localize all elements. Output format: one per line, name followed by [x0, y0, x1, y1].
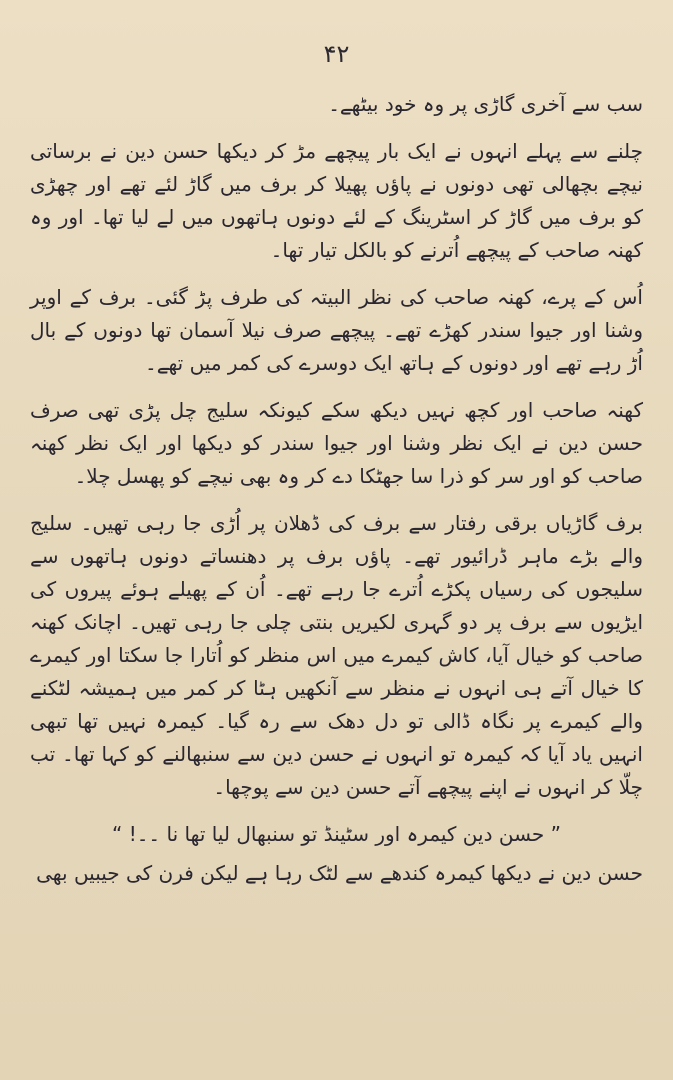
body-text: [30, 88, 643, 904]
paragraph: چلنے سے پہلے انہوں نے ایک بار پیچھے مڑ کر دیکھا حسن دین نے برساتی نیچے بچھالی تھی دونوں نے پاؤں پھیلا کر برف میں گاڑ لئے تھے اور چھڑی کو برف میں گاڑ کر اسٹرینگ کے لئے دونوں ہاتھوں میں لے لیا تھا۔ اور وہ کھنہ صاحب کے پیچھے اُترنے کو بالکل تیار تھا۔: [30, 139, 643, 262]
dialogue-line: ” حسن دین کیمرہ اور سٹینڈ تو سنبھال لیا تھا نا ۔۔! “: [111, 822, 562, 846]
paragraph: حسن دین نے دیکھا کیمرہ کندھے سے لٹک رہا ہے لیکن فرن کی جیبیں بھی: [36, 861, 643, 885]
paragraph: برف گاڑیاں برقی رفتار سے برف کی ڈھلان پر اُڑی جا رہی تھیں۔ سلیج والے بڑے ماہر ڈرائیور تھے۔ پاؤں برف پر دھنساتے دونوں ہاتھوں سے سلیجوں کی رسیاں پکڑے اُترے جا رہے تھے۔ اُن کے پھیلے ہوئے پیروں کی ایڑیوں سے برف پر دو گہری لکیریں بنتی چلی جا رہی تھیں۔ اچانک کھنہ صاحب کو خیال آیا، کاش کیمرے میں اس منظر کو اُتارا جا سکتا اور کیمرے کا خیال آتے ہی انہوں نے منظر سے آنکھیں ہٹا کر کمر میں ہمیشہ لٹکنے والے کیمرے پر نگاہ ڈالی تو دل دھک سے رہ گیا۔ کیمرہ نہیں تھا تبھی انہیں یاد آیا کہ کیمرہ تو انہوں نے حسن دین سے سنبھالنے کو کہا تھا۔ تب چلّا کر انہوں نے اپنے پیچھے آتے حسن دین سے پوچھا۔: [30, 511, 643, 799]
paragraph: سب سے آخری گاڑی پر وہ خود بیٹھے۔: [328, 92, 643, 116]
page-number: ۴۲: [323, 40, 350, 68]
paragraph: کھنہ صاحب اور کچھ نہیں دیکھ سکے کیونکہ سلیج چل پڑی تھی صرف حسن دین نے ایک نظر وشنا اور جیوا سندر کو دیکھا اور ایک نظر کھنہ صاحب کو اور سر کو ذرا سا جھٹکا دے کر وہ بھی نیچے کو پھسل چلا۔: [30, 398, 643, 488]
paragraph: اُس کے پرے، کھنہ صاحب کی نظر البیتہ کی طرف پڑ گئی۔ برف کے اوپر وشنا اور جیوا سندر کھڑے تھے۔ پیچھے صرف نیلا آسمان تھا دونوں کے بال اُڑ رہے تھے اور دونوں کے ہاتھ ایک دوسرے کی کمر میں تھے۔: [30, 285, 643, 375]
